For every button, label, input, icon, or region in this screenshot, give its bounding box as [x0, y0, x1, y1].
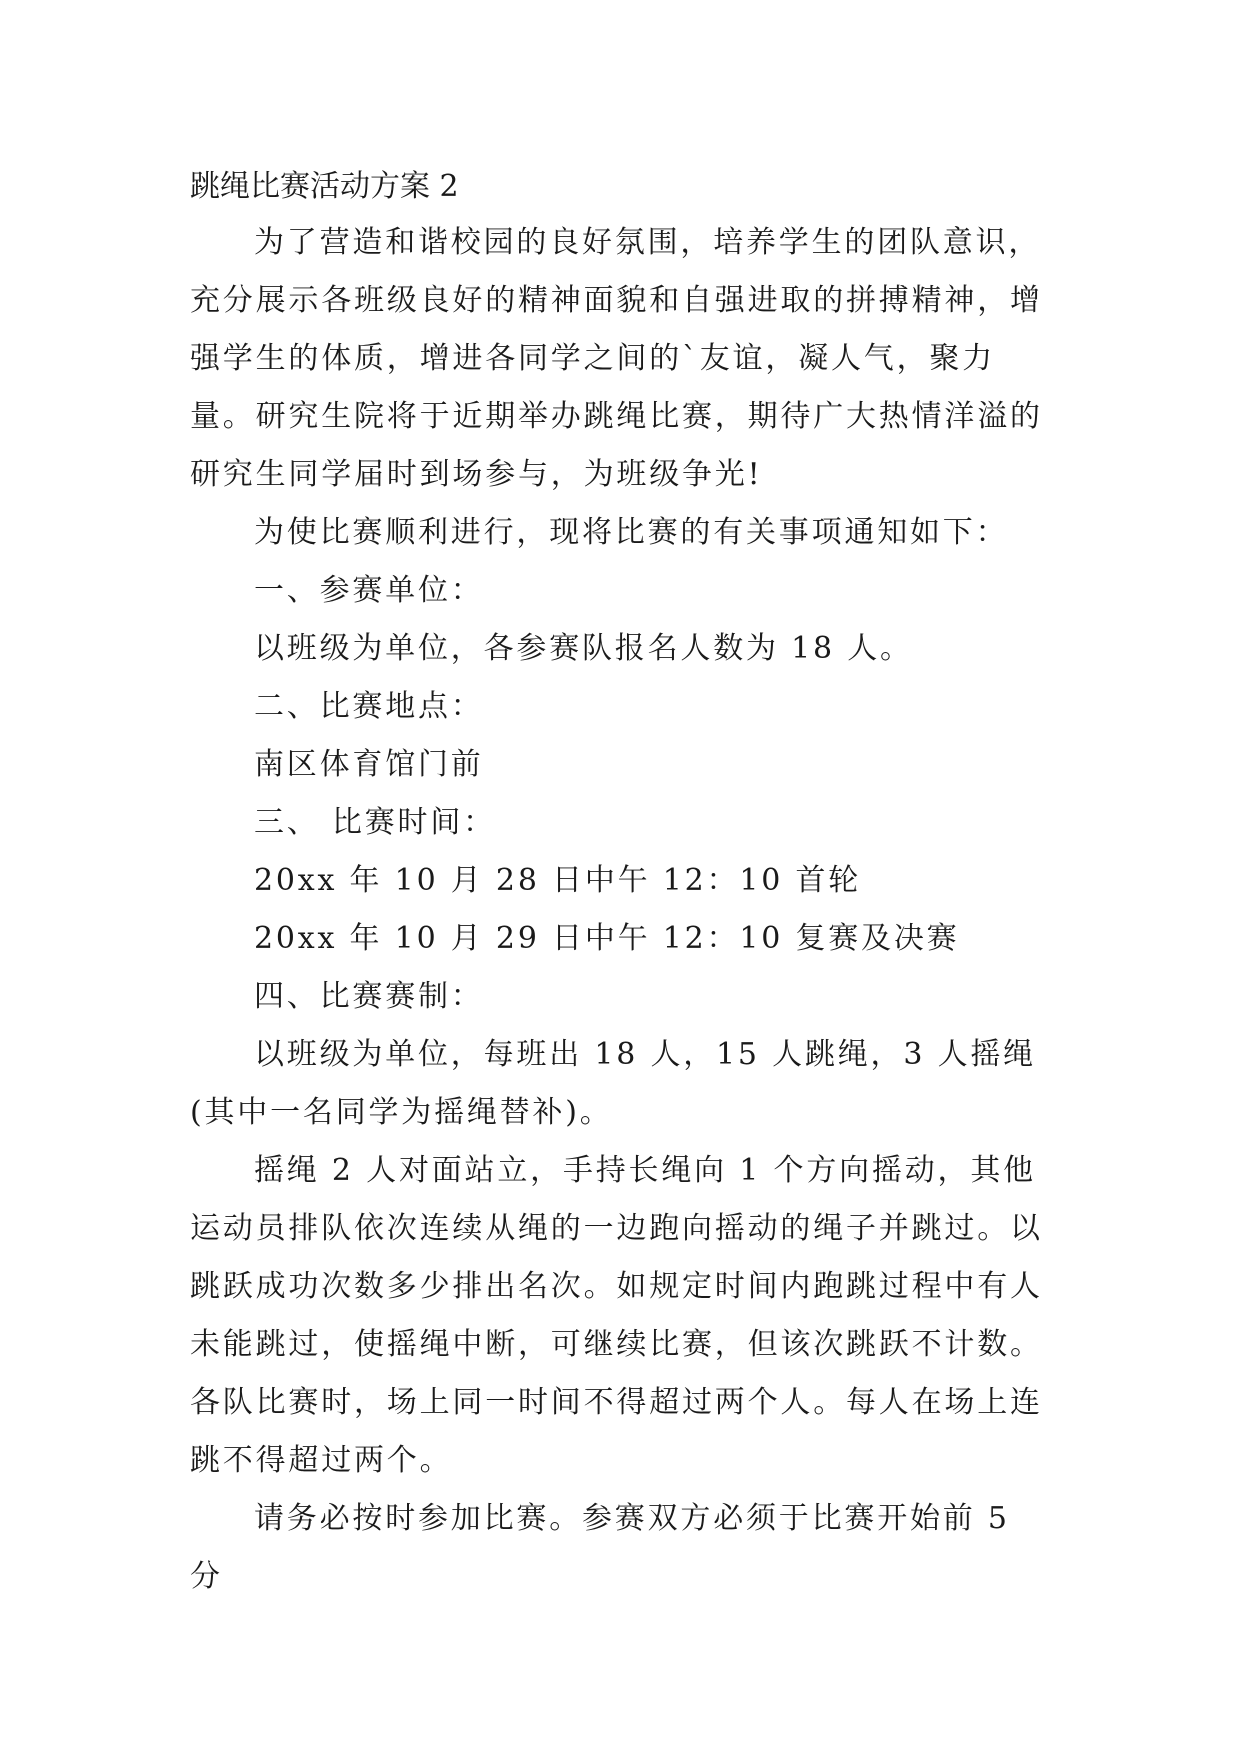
section-2-body: 南区体育馆门前	[254, 747, 484, 782]
section-4-heading: 四、比赛赛制：	[254, 979, 484, 1014]
section-2-heading: 二、比赛地点：	[254, 689, 484, 724]
intro-paragraph: 为了营造和谐校园的良好氛围，培养学生的团队意识，充分展示各班级良好的精神面貌和自强进取的拼搏精神，增强学生的体质，增进各同学之间的`友谊，凝人气，聚力量。研究生院将于近期举办跳绳比赛，期待广大热情洋溢的研究生同学届时到场参与，为班级争光!	[190, 225, 1043, 492]
section-3-heading: 三、 比赛时间：	[254, 805, 496, 840]
section-3-time-1: 20xx 年 10 月 28 日中午 12：10 首轮	[254, 863, 862, 898]
notice-line: 为使比赛顺利进行，现将比赛的有关事项通知如下：	[254, 515, 1009, 550]
section-3-time-2: 20xx 年 10 月 29 日中午 12：10 复赛及决赛	[254, 921, 960, 956]
section-1-heading: 一、参赛单位：	[254, 573, 484, 608]
document-title: 跳绳比赛活动方案 2	[190, 169, 459, 204]
document-body	[190, 160, 1050, 1606]
section-1-body: 以班级为单位，各参赛队报名人数为 18 人。	[254, 631, 913, 666]
closing-paragraph: 请务必按时参加比赛。参赛双方必须于比赛开始前 5 分	[190, 1501, 1010, 1594]
rules-paragraph: 摇绳 2 人对面站立，手持长绳向 1 个方向摇动，其他运动员排队依次连续从绳的一边跑向摇动的绳子并跳过。以跳跃成功次数多少排出名次。如规定时间内跑跳过程中有人未能跳过，使摇绳中断，可继续比赛，但该次跳跃不计数。各队比赛时，场上同一时间不得超过两个人。每人在场上连跳不得超过两个。	[190, 1153, 1043, 1478]
section-4-body: 以班级为单位，每班出 18 人，15 人跳绳，3 人摇绳(其中一名同学为摇绳替补)。	[190, 1037, 1036, 1130]
